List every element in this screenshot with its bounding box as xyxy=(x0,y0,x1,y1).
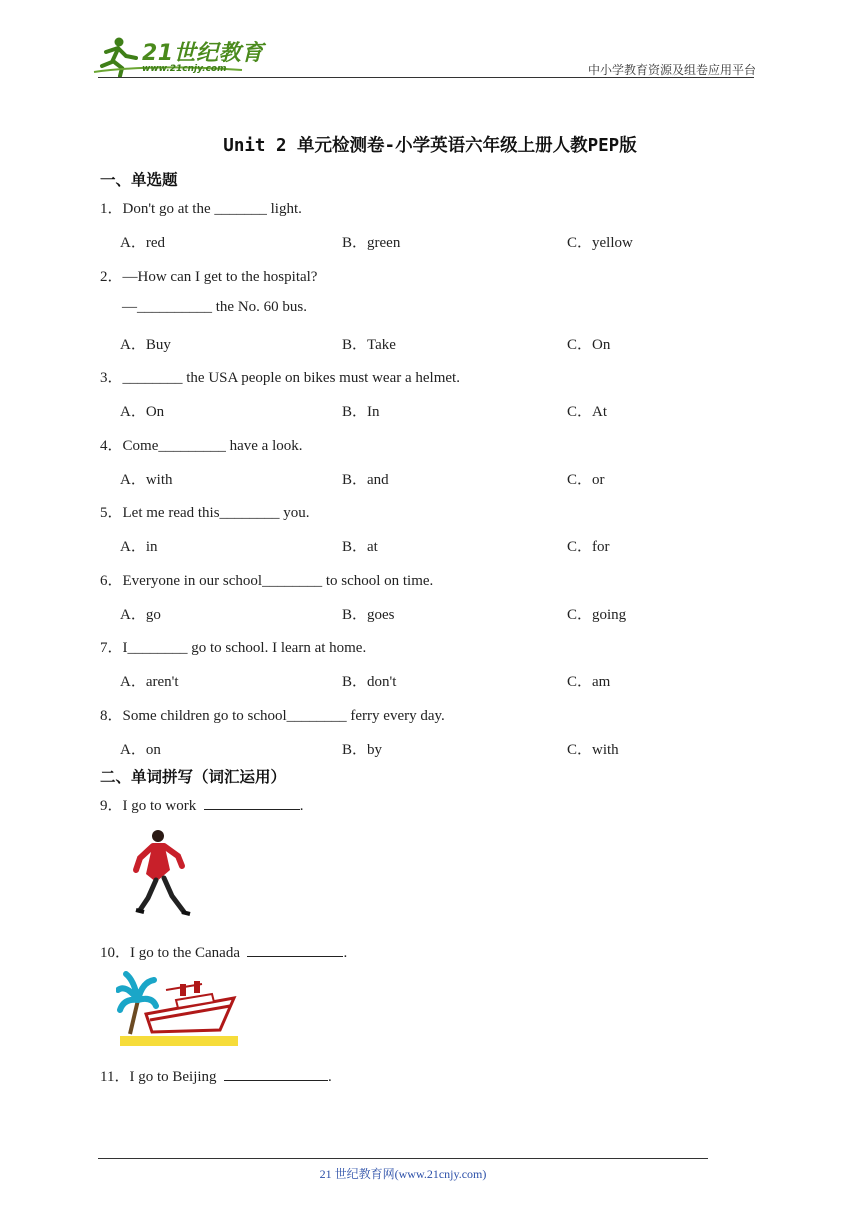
logo-text: 21世纪教育 xyxy=(142,41,264,66)
option-b: B．at xyxy=(342,539,378,555)
question-blank: _______ xyxy=(214,201,267,217)
logo-url: www.21cnjy.com xyxy=(142,64,227,74)
option-c: C．going xyxy=(567,607,627,623)
header-tagline: 中小学教育资源及组卷应用平台 xyxy=(587,63,756,77)
option-a: A．in xyxy=(120,539,158,555)
question-9 xyxy=(100,794,304,815)
question-8 xyxy=(100,704,445,725)
footer-text: 21 世纪教育网(www.21cnjy.com) xyxy=(319,1167,487,1181)
question-7 xyxy=(100,636,366,657)
question-text: ________ the USA people on bikes must wear a helmet. xyxy=(122,370,460,386)
question-text: I go to the Canada xyxy=(130,945,240,961)
header-divider xyxy=(98,77,754,78)
question-number: 10． xyxy=(100,945,131,961)
option-b: B．green xyxy=(342,235,401,251)
walking-woman-image xyxy=(120,826,200,918)
question-2 xyxy=(100,265,317,286)
option-a: A．On xyxy=(120,404,165,420)
question-number: 9． xyxy=(100,798,123,814)
question-text: I________ go to school. I learn at home. xyxy=(122,640,367,656)
question-text: Come_________ have a look. xyxy=(122,438,303,454)
ship-with-palm-tree-image xyxy=(116,970,240,1050)
question-text: —How can I get to the hospital? xyxy=(122,269,318,285)
option-c: C．On xyxy=(567,337,611,353)
option-b: B．and xyxy=(342,472,389,488)
question-11 xyxy=(100,1065,332,1086)
option-a: A．red xyxy=(120,235,165,251)
answer-blank xyxy=(204,796,300,810)
question-text: Some children go to school________ ferry every day. xyxy=(122,708,445,724)
option-b: B．goes xyxy=(342,607,395,623)
question-number: 5． xyxy=(100,505,123,521)
section-heading-spelling: 二、单词拼写（词汇运用） xyxy=(100,768,287,786)
question-5 xyxy=(100,501,310,522)
question-text-end: . xyxy=(343,945,348,961)
option-c: C．am xyxy=(567,674,611,690)
option-b: B．In xyxy=(342,404,380,420)
option-a: A．with xyxy=(120,472,173,488)
question-text: I go to Beijing xyxy=(129,1069,217,1085)
question-6 xyxy=(100,569,433,590)
question-number: 8． xyxy=(100,708,123,724)
question-1 xyxy=(100,197,302,218)
option-b: B．Take xyxy=(342,337,396,353)
question-4 xyxy=(100,434,303,455)
question-number: 6． xyxy=(100,573,123,589)
question-2-line-2: —__________ the No. 60 bus. xyxy=(122,299,307,315)
option-a: A．go xyxy=(120,607,161,623)
option-b: B．by xyxy=(342,742,383,758)
question-number: 1． xyxy=(100,201,123,217)
question-text-end: light. xyxy=(266,201,302,217)
option-c: C．for xyxy=(567,539,610,555)
question-number: 4． xyxy=(100,438,123,454)
option-c: C．At xyxy=(567,404,608,420)
question-number: 2． xyxy=(100,269,123,285)
option-c: C．with xyxy=(567,742,619,758)
answer-blank xyxy=(247,943,343,957)
question-10 xyxy=(100,941,347,962)
option-a: A．aren't xyxy=(120,674,179,690)
option-c: C．yellow xyxy=(567,235,633,251)
answer-blank xyxy=(224,1067,328,1081)
section-heading-multiple-choice: 一、单选题 xyxy=(100,171,178,189)
question-text: Don't go at the xyxy=(122,201,215,217)
question-text: Everyone in our school________ to school on time. xyxy=(122,573,434,589)
question-text-end: . xyxy=(328,1069,332,1085)
option-c: C．or xyxy=(567,472,605,488)
option-b: B．don't xyxy=(342,674,397,690)
option-a: A．on xyxy=(120,742,161,758)
question-number: 11． xyxy=(100,1069,130,1085)
footer-divider xyxy=(98,1158,708,1159)
document-title: Unit 2 单元检测卷-小学英语六年级上册人教PEP版 xyxy=(223,136,637,156)
question-number: 3． xyxy=(100,370,123,386)
question-3 xyxy=(100,366,460,387)
question-text: I go to work xyxy=(122,798,197,814)
question-text: Let me read this________ you. xyxy=(122,505,310,521)
option-a: A．Buy xyxy=(120,337,171,353)
question-text-end: . xyxy=(299,798,304,814)
question-number: 7． xyxy=(100,640,123,656)
